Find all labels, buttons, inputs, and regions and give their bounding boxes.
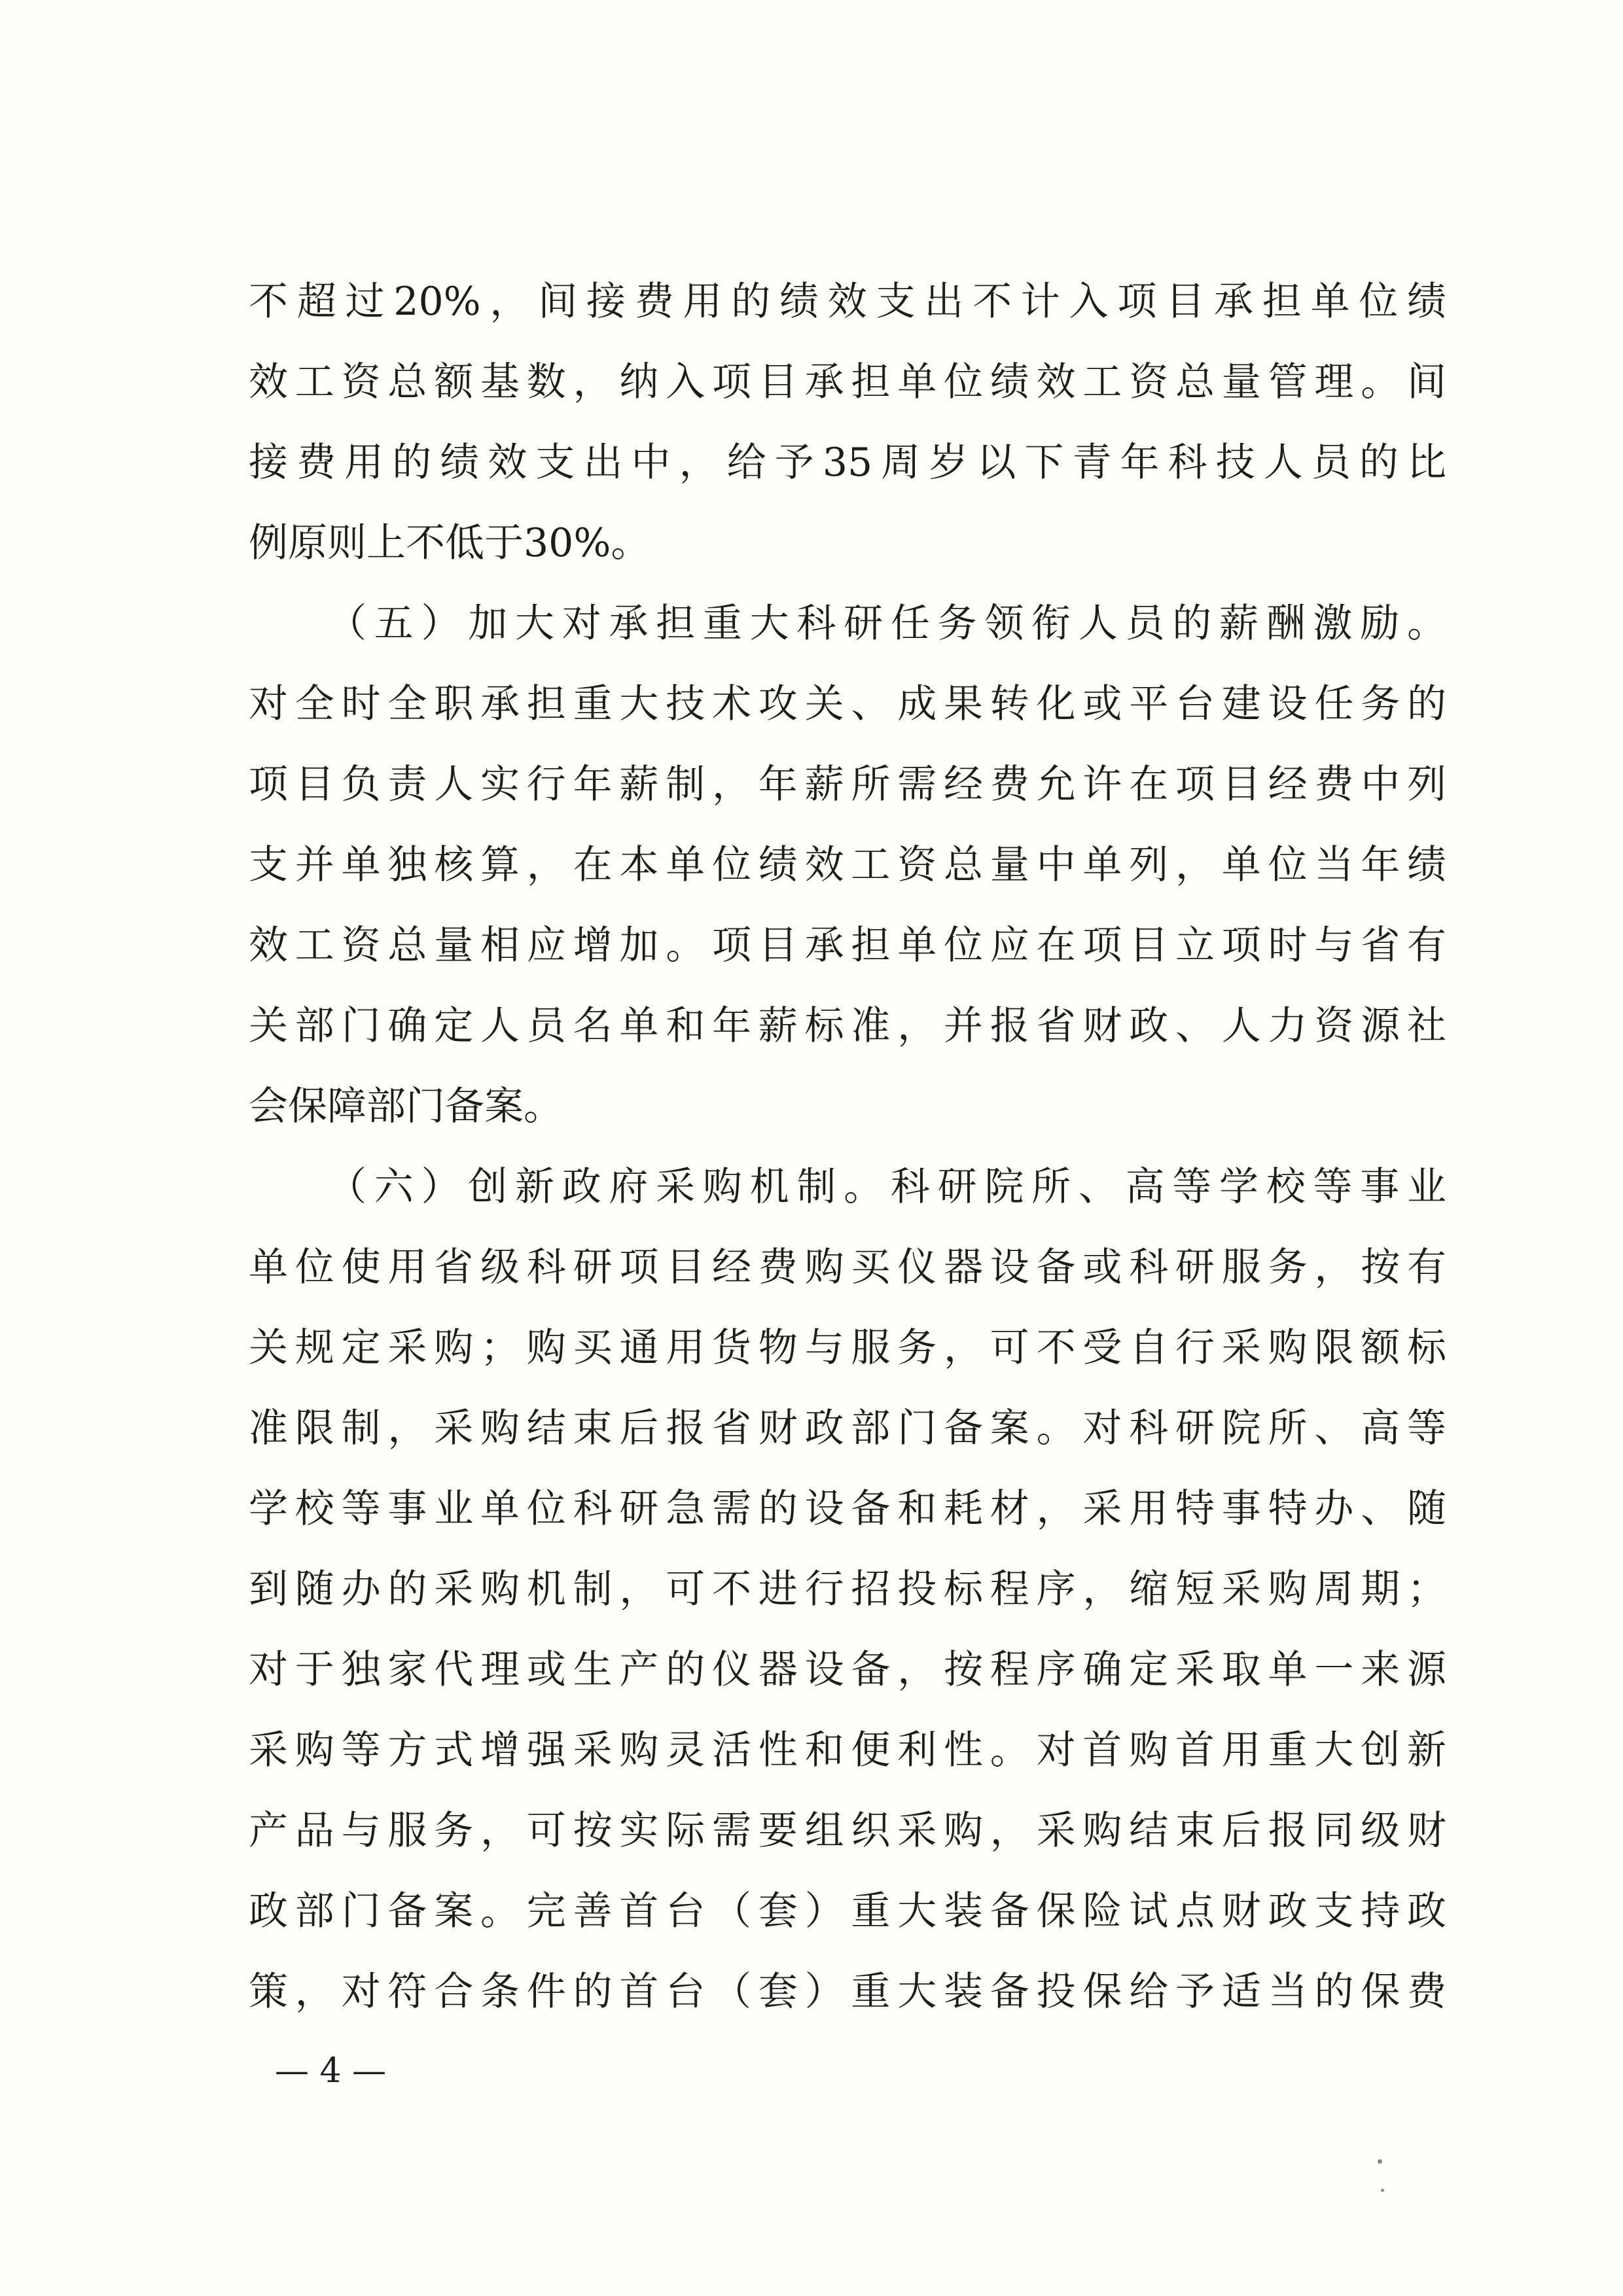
text-line: 策，对符合条件的首台（套）重大装备投保给予适当的保费	[249, 1969, 1446, 2015]
text-line: 到随办的采购机制，可不进行招投标程序，缩短采购周期；	[249, 1566, 1446, 1612]
text-line: 不超过20%，间接费用的绩效支出不计入项目承担单位绩	[249, 279, 1446, 325]
text-line: 关规定采购；购买通用货物与服务，可不受自行采购限额标	[249, 1325, 1446, 1371]
page-number: — 4 —	[275, 2051, 387, 2091]
text-line: 项目负责人实行年薪制，年薪所需经费允许在项目经费中列	[249, 762, 1446, 807]
body-text	[249, 262, 1446, 2032]
text-line: 例原则上不低于30%。	[249, 520, 651, 566]
text-line: 准限制，采购结束后报省财政部门备案。对科研院所、高等	[249, 1405, 1446, 1451]
text-line: 关部门确定人员名单和年薪标准，并报省财政、人力资源社	[249, 1003, 1446, 1049]
text-line: 支并单独核算，在本单位绩效工资总量中单列，单位当年绩	[249, 842, 1446, 888]
text-line: 接费用的绩效支出中，给予35周岁以下青年科技人员的比	[249, 440, 1446, 486]
text-line: 政部门备案。完善首台（套）重大装备保险试点财政支持政	[249, 1888, 1446, 1934]
text-line: 单位使用省级科研项目经费购买仪器设备或科研服务，按有	[249, 1245, 1446, 1290]
text-line: （五）加大对承担重大科研任务领衔人员的薪酬激励。	[327, 601, 1446, 646]
scan-speck-dot	[1381, 2189, 1384, 2192]
text-line: 对全时全职承担重大技术攻关、成果转化或平台建设任务的	[249, 681, 1446, 727]
text-line: （六）创新政府采购机制。科研院所、高等学校等事业	[327, 1164, 1446, 1210]
text-line: 采购等方式增强采购灵活性和便利性。对首购首用重大创新	[249, 1727, 1446, 1773]
text-line: 对于独家代理或生产的仪器设备，按程序确定采取单一来源	[249, 1647, 1446, 1693]
text-line: 学校等事业单位科研急需的设备和耗材，采用特事特办、随	[249, 1486, 1446, 1532]
text-line: 产品与服务，可按实际需要组织采购，采购结束后报同级财	[249, 1808, 1446, 1854]
text-line: 会保障部门备案。	[249, 1084, 563, 1129]
scan-speck-dot	[1378, 2159, 1382, 2164]
text-line: 效工资总量相应增加。项目承担单位应在项目立项时与省有	[249, 923, 1446, 968]
text-line: 效工资总额基数，纳入项目承担单位绩效工资总量管理。间	[249, 359, 1446, 405]
